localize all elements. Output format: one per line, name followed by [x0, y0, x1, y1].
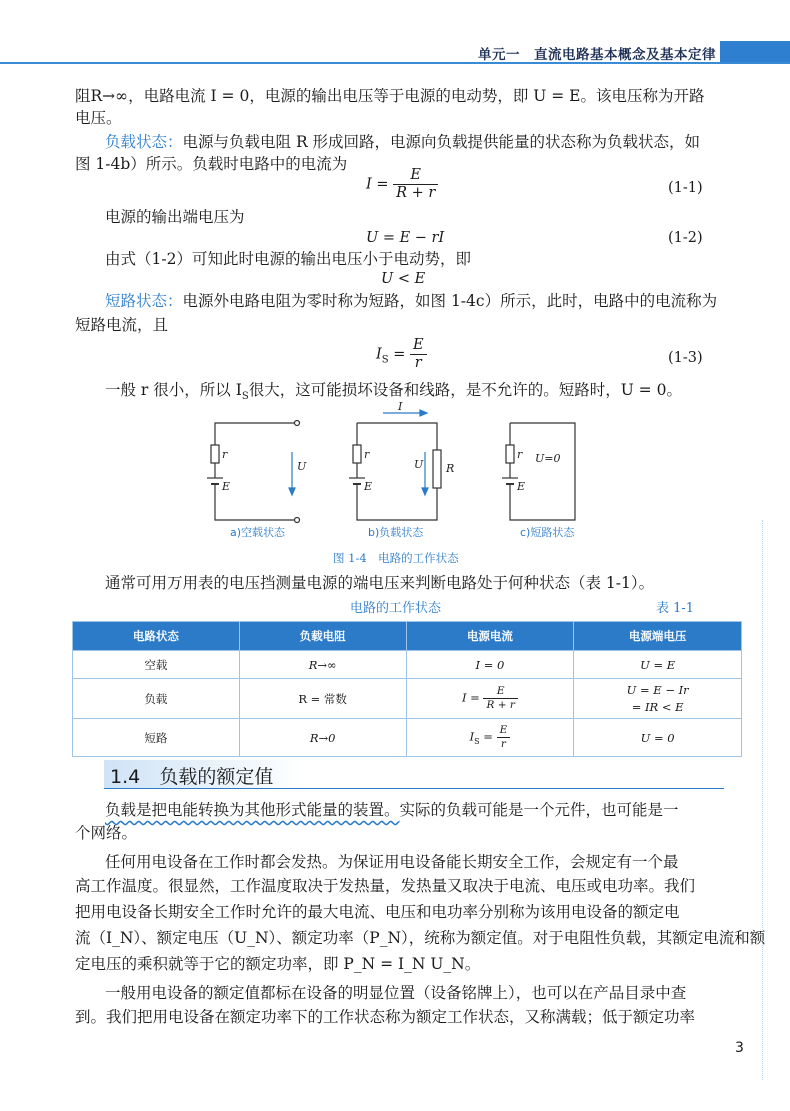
row1-voltage-l2: = IR < E — [631, 699, 684, 714]
circuit-c — [502, 423, 575, 520]
para-c2: 到。我们把用电设备在额定功率下的工作状态称为额定工作状态，又称满载；低于额定功率 — [75, 1008, 696, 1026]
definition-underlined: 负载是把电能转换为其他形式能量的装置。 — [105, 801, 400, 819]
unit-title: 单元一 直流电路基本概念及基本定律 — [478, 47, 716, 63]
eq3-fraction — [410, 337, 427, 372]
table-row — [73, 719, 742, 757]
page-number: 3 — [735, 1040, 744, 1056]
row2-current-sub: S — [474, 736, 480, 746]
circuit-b — [349, 423, 441, 520]
label-R-b: R — [446, 462, 455, 475]
label-U-b: U — [414, 458, 424, 471]
table-row — [73, 651, 742, 679]
table-header-row — [73, 622, 742, 651]
eq3-den: r — [414, 355, 422, 371]
para-b1: 任何用电设备在工作时都会发热。为保证用电设备能长期安全工作，会规定有一个最 — [105, 853, 679, 871]
cell-voltage: U = 0 — [574, 719, 742, 757]
eq2-number: (1-2) — [668, 230, 703, 246]
th-voltage: 电源端电压 — [574, 622, 742, 651]
section-title: 负载的额定值 — [159, 766, 274, 788]
cell-current: I = 0 — [406, 651, 574, 679]
eq3-eq: = — [393, 346, 406, 363]
row2-current-den: r — [500, 738, 506, 750]
open-terminal-top — [295, 421, 300, 426]
para-b5: 定电压的乘积就等于它的额定功率，即 P_N = I_N U_N。 — [75, 955, 481, 973]
th-current: 电源电流 — [406, 622, 574, 651]
cell-load: R→∞ — [239, 651, 406, 679]
label-E-c: E — [517, 480, 526, 493]
small-r-text: 一般 r 很小，所以 I — [105, 381, 242, 399]
fig-label-b: b)负载状态 — [368, 526, 424, 539]
equation-1-3 — [376, 337, 427, 372]
small-r-rest: 很大，这可能损坏设备和线路，是不允许的。短路时，U = 0。 — [248, 381, 682, 399]
open-terminal-bottom — [295, 518, 300, 523]
row2-current-lhs: I — [469, 729, 475, 744]
header-color-block — [720, 41, 790, 62]
row2-current-num: E — [497, 724, 511, 738]
para-c1: 一般用电设备的额定值都标在设备的明显位置（设备铭牌上），也可以在产品目录中查 — [105, 984, 687, 1002]
row1-current-den: R + r — [486, 699, 515, 711]
cell-load: R→0 — [239, 719, 406, 757]
eq1-lhs: I = — [366, 176, 389, 193]
cell-voltage — [574, 679, 742, 719]
row2-current-frac — [497, 724, 511, 751]
fig-label-a: a)空载状态 — [230, 526, 286, 539]
para-b2: 高工作温度。很显然，工作温度取决于发热量，发热量又取决于电流、电压或电功率。我们 — [75, 877, 696, 895]
resistor-r-c — [506, 445, 514, 463]
th-state: 电路状态 — [73, 622, 240, 651]
section-heading — [110, 762, 273, 789]
label-I-b: I — [398, 400, 403, 413]
para-open-circuit-line2: 电压。 — [75, 109, 122, 127]
section-definition-line1 — [105, 799, 679, 821]
equation-1-1 — [366, 167, 438, 202]
para-load-line2: 图 1-4b）所示。负载时电路中的电流为 — [75, 155, 348, 173]
definition-rest: 实际的负载可能是一个元件，也可能是一 — [399, 801, 679, 819]
cell-state: 负载 — [73, 679, 240, 719]
margin-dotted-line — [762, 520, 763, 1080]
table-row — [73, 679, 742, 719]
fig-label-c: c)短路状态 — [520, 526, 575, 539]
cell-state: 空载 — [73, 651, 240, 679]
para-short-line1 — [105, 290, 717, 312]
para-open-circuit-line1: 阻R→∞，电路电流 I = 0，电源的输出电压等于电源的电动势，即 U = E。该电压称为开路 — [75, 87, 705, 105]
row2-current-eq: = — [483, 729, 493, 744]
row1-current-frac — [483, 685, 517, 712]
eq3-number: (1-3) — [668, 350, 703, 366]
figure-caption: 图 1-4 电路的工作状态 — [333, 551, 459, 565]
equation-1-2: U = E − rI — [366, 230, 445, 246]
row1-current-num: E — [483, 685, 517, 699]
section-definition-line2: 个网络。 — [75, 824, 138, 842]
table-number: 表 1-1 — [656, 601, 695, 616]
label-E-a: E — [222, 480, 231, 493]
label-U-a: U — [297, 460, 307, 473]
short-state-term: 短路状态： — [105, 292, 183, 310]
para-load-line1 — [105, 131, 700, 153]
eq1-den: R + r — [396, 185, 436, 201]
resistor-r-a — [211, 445, 219, 463]
row1-voltage-l1: U = E − Ir — [626, 682, 689, 697]
cell-current — [406, 719, 574, 757]
label-r-c: r — [517, 448, 523, 461]
eq1-number: (1-1) — [668, 180, 703, 196]
short-state-text: 电源外电路电阻为零时称为短路，如图 1-4c）所示，此时，电路中的电流称为 — [182, 292, 718, 310]
states-table — [72, 621, 742, 757]
para-b4: 流（I_N）、额定电压（U_N）、额定功率（P_N），统称为额定值。对于电阻性负载，其额定电流和额 — [75, 929, 766, 947]
load-state-text: 电源与负载电阻 R 形成回路，电源向负载提供能量的状态称为负载状态，如 — [182, 133, 701, 151]
th-load: 负载电阻 — [239, 622, 406, 651]
eq1-fraction — [393, 167, 438, 202]
cell-load: R = 常数 — [239, 679, 406, 719]
label-E-b: E — [364, 480, 373, 493]
resistor-r-b — [353, 445, 361, 463]
small-r-sub: S — [241, 391, 249, 403]
section-number: 1.4 — [110, 766, 141, 788]
label-U0-c: U=0 — [535, 452, 561, 465]
eq1-num: E — [393, 167, 438, 185]
cell-state: 短路 — [73, 719, 240, 757]
para-from-eq: 由式（1-2）可知此时电源的输出电压小于电动势，即 — [105, 250, 471, 268]
load-state-term: 负载状态： — [105, 133, 183, 151]
circuit-a — [207, 421, 300, 523]
para-source-output: 电源的输出端电压为 — [105, 208, 245, 226]
eq3-num: E — [410, 337, 427, 355]
cell-voltage: U = E — [574, 651, 742, 679]
eq3-lhs: I — [376, 346, 382, 363]
para-short-line2: 短路电流，且 — [75, 316, 169, 334]
cell-current — [406, 679, 574, 719]
eq3-sub: S — [381, 354, 389, 366]
para-meter: 通常可用万用表的电压挡测量电源的端电压来判断电路处于何种状态（表 1-1）。 — [105, 574, 655, 592]
row1-current-lhs: I = — [461, 690, 480, 705]
inequality: U < E — [381, 271, 426, 287]
resistor-R-b — [433, 450, 441, 488]
para-b3: 把用电设备长期安全工作时允许的最大电流、电压和电功率分别称为该用电设备的额定电 — [75, 903, 680, 921]
table-title: 电路的工作状态 — [350, 601, 442, 616]
label-r-b: r — [364, 448, 370, 461]
label-r-a: r — [222, 448, 228, 461]
